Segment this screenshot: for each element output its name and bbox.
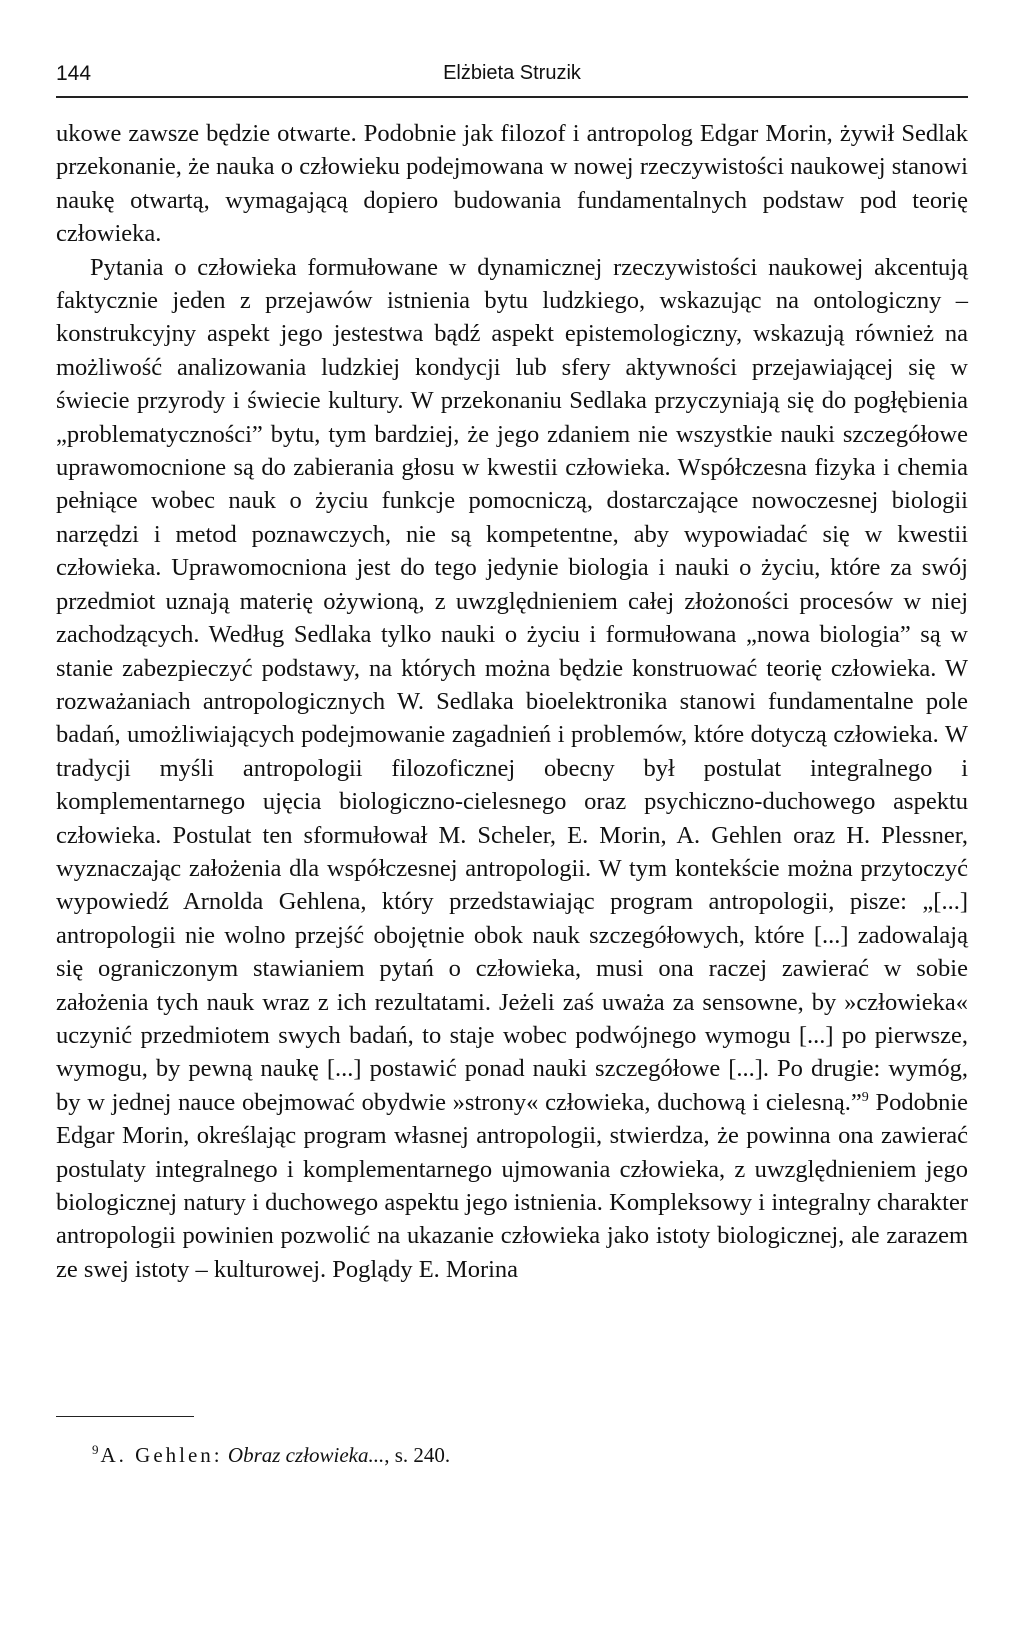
paragraph-continuation: ukowe zawsze będzie otwarte. Podobnie jak filozof i antropolog Edgar Morin, żywił Sedlak przekonanie, że nauka o człowieku podejmowana w nowej rzeczywistości naukowej stanowi naukę otwartą, wymagającą dopiero budowania fundamentalnych podstaw pod teorię człowieka. xyxy=(56,120,968,248)
running-header xyxy=(56,62,968,98)
footnote-number: 9 xyxy=(92,1442,99,1457)
book-page xyxy=(56,0,968,1625)
footnote-page: , s. 240. xyxy=(384,1443,451,1467)
paragraph-text-part2: Podobnie Edgar Morin, określając program własnej antropologii, stwierdza, że powinna ona zawierać postulaty integralnego i komplementarnego ujmowania człowieka, z uwzględnieniem jego biologicznej natury i duchowego aspektu jego istnienia. Kompleksowy i integralny charakter antropologii powinien pozwolić na ukazanie człowieka jako istoty biologicznej, ale zarazem ze swej istoty – kulturowej. Poglądy E. Morina xyxy=(56,1088,969,1283)
paragraph xyxy=(56,251,968,1287)
footnote-separator xyxy=(56,1416,194,1417)
footnote-author: A. Gehlen: xyxy=(100,1443,223,1467)
footnote-title: Obraz człowieka... xyxy=(227,1443,385,1467)
paragraph-text-part1: Pytania o człowieka formułowane w dynamicznej rzeczywistości naukowej akcentują faktycznie jeden z przejawów istnienia bytu ludzkiego, wskazując na ontologiczny – konstrukcyjny aspekt jego jestestwa bądź aspekt epistemologiczny, wskazują również na możliwość analizowania ludzkiej kondycji lub sfery aktywności przejawiającej się w świecie przyrody i świecie kultury. W przekonaniu Sedlaka przyczyniają się do pogłębienia „problematyczności” bytu, tym bardziej, że jego zdaniem nie wszystkie nauki szczegółowe uprawomocnione są do zabierania głosu w kwestii człowieka. Współczesna fizyka i chemia pełniące wobec nauk o życiu funkcje pomocniczą, dostarczające nowoczesnej biologii narzędzi i metod poznawczych, nie są kompetentne, aby wypowiadać się w kwestii człowieka. Uprawomocniona jest do tego jedynie biologia i nauki o życiu, które za swój przedmiot uznają materię ożywioną, z uwzględnieniem całej złożoności procesów w niej zachodzących. Według Sedlaka tylko nauki o życiu i formułowana „nowa biologia” są w stanie zabezpieczyć podstawy, na których można będzie konstruować teorię człowieka. W rozważaniach antropologicznych W. Sedlaka bioelektronika stanowi fundamentalne pole badań, umożliwiających podejmowanie zagadnień i problemów, które dotyczą człowieka. W tradycji myśli antropologii filozoficznej obecny był postulat integralnego i komplementarnego ujęcia biologiczno-cielesnego oraz psychiczno-duchowego aspektu człowieka. Postulat ten sformułował M. Scheler, E. Morin, A. Gehlen oraz H. Plessner, wyznaczając założenia dla współczesnej antropologii. W tym kontekście można przytoczyć wypowiedź Arnolda Gehlena, który przedstawiając program antropologii, pisze: „[...] antropologii nie wolno przejść obojętnie obok nauk szczegółowych, które [...] zadowalają się ograniczonym stawianiem pytań o człowieka, musi ona raczej zawierać w sobie założenia tych nauk wraz z ich rezultatami. Jeżeli zaś uważa za sensowne, by »człowieka« uczynić przedmiotem swych badań, to staje wobec podwójnego wymogu [...] po pierwsze, wymogu, by pewną naukę [...] postawić ponad nauki szczegółowe [...]. Po drugie: wymóg, by w jednej nauce obejmować obydwie »strony« człowieka, duchową i cielesną.” xyxy=(56,253,968,1116)
page-number: 144 xyxy=(56,62,92,85)
running-head-author: Elżbieta Struzik xyxy=(443,62,581,84)
footnote-reference[interactable]: 9 xyxy=(861,1089,869,1105)
body-text xyxy=(56,117,968,1286)
footnote xyxy=(92,1436,450,1469)
